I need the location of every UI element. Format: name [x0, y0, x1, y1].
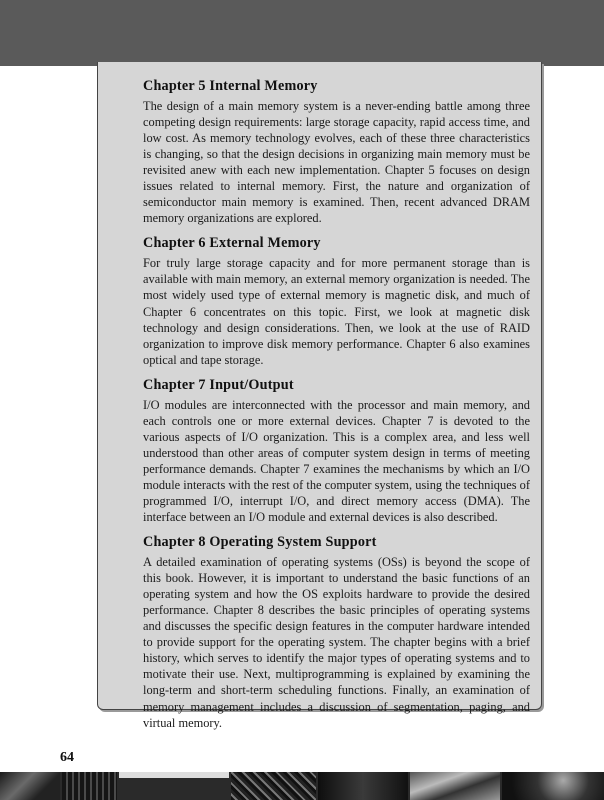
chapter-6-section — [143, 235, 530, 367]
chapter-7-section — [143, 377, 530, 525]
chapter-7-heading: Chapter 7 Input/Output — [143, 376, 294, 393]
chapter-5-section — [143, 78, 530, 226]
photo-tile-2 — [62, 772, 117, 800]
chapter-6-body: For truly large storage capacity and for more permanent storage than is available with main memory, an external memory organization is needed. The most widely used type of external memory is magnetic disk, and much of Chapter 6 concentrates on this topic. First, we look at magnetic disk technology and design considerations. Then, we look at the use of RAID organization to improve disk memory performance. Chapter 6 also examines optical and tape storage. — [143, 256, 530, 367]
photo-tile-6 — [410, 772, 500, 800]
photo-tile-4 — [231, 772, 316, 800]
chapter-8-body: A detailed examination of operating systems (OSs) is beyond the scope of this book. However, it is important to understand the basic functions of an operating system and how the OS exploits hardware to provide the desired performance. Chapter 8 describes the basic principles of operating systems and discusses the specific design features in the computer hardware intended to provide support for the operating system. The chapter begins with a brief history, which serves to identify the major types of operating systems and to motivate their use. Next, multiprogramming is explained by examining the long-term and short-term scheduling functions. Finally, an examination of memory management includes a discussion of segmentation, paging, and virtual memory. — [143, 555, 530, 730]
photo-tile-5 — [318, 772, 408, 800]
page-number: 64 — [60, 750, 74, 765]
chapter-8-heading: Chapter 8 Operating System Support — [143, 534, 377, 551]
chapter-7-body: I/O modules are interconnected with the processor and main memory, and each controls one or more external devices. Chapter 7 is devoted to the various aspects of I/O organization. This is a complex area, and less well understood than other areas of computer system design in terms of meeting performance demands. Chapter 7 examines the mechanisms by which an I/O module interacts with the rest of the computer system, using the techniques of programmed I/O, interrupt I/O, and direct memory access (DMA). The interface between an I/O module and external devices is also described. — [143, 397, 530, 525]
chapter-8-section — [143, 534, 530, 731]
chapter-5-heading: Chapter 5 Internal Memory — [143, 78, 318, 94]
chapter-5-body: The design of a main memory system is a never-ending battle among three competing design requirements: large storage capacity, rapid access time, and low cost. As memory technology evolves, each of these three characteristics is changing, so that the design decisions in organizing main memory must be revisited anew with each new implementation. Chapter 5 focuses on design issues related to internal memory. First, the nature and organization of semiconductor main memory is examined. Then, recent advanced DRAM memory organizations are explored. — [143, 99, 530, 226]
photo-tile-1 — [0, 772, 60, 800]
photo-tile-7 — [502, 772, 604, 800]
chapter-6-heading: Chapter 6 External Memory — [143, 235, 321, 252]
photo-tile-3 — [119, 772, 229, 800]
bottom-photo-strip — [0, 772, 604, 800]
chapter-summaries — [143, 78, 530, 740]
top-decorative-bar — [0, 0, 604, 66]
